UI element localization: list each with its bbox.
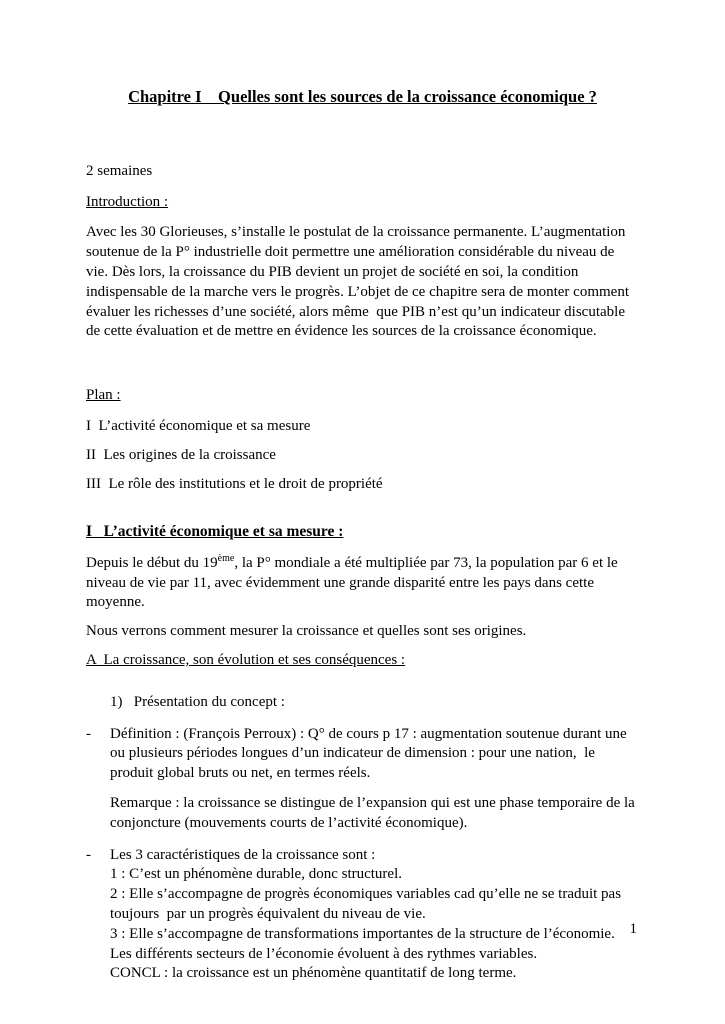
characteristic-line-conclusion: CONCL : la croissance est un phénomène quantitatif de long terme.	[110, 965, 517, 982]
growth-stats-before-sup: Depuis le début du 19	[86, 554, 218, 571]
remark-paragraph: Remarque : la croissance se distingue de l’expansion qui est une phase temporaire de la conjoncture (mouvements courts de l’activité économique).	[110, 794, 639, 831]
section-1-heading	[86, 522, 639, 542]
characteristics-intro: Les 3 caractéristiques de la croissance sont :	[110, 846, 376, 863]
characteristics-bullet	[86, 846, 639, 985]
plan-heading	[86, 386, 639, 406]
growth-stats-paragraph	[86, 554, 639, 613]
introduction-heading	[86, 193, 639, 213]
definition-bullet	[86, 725, 639, 784]
section-1-heading-text: I L’activité économique et sa mesure :	[86, 523, 344, 541]
characteristic-line-2: 2 : Elle s’accompagne de progrès économiques variables cad qu’elle ne se traduit pas toujours par un progrès équivalent du niveau de vie.	[110, 886, 625, 922]
characteristic-line-1: 1 : C’est un phénomène durable, donc structurel.	[110, 866, 403, 883]
bullet-dash: -	[86, 846, 91, 863]
plan-item-2: II Les origines de la croissance	[86, 446, 276, 463]
plan-heading-text: Plan :	[86, 387, 121, 404]
duration-text: 2 semaines	[86, 162, 153, 179]
ordinal-superscript: ème	[217, 552, 235, 564]
definition-text: Définition : (François Perroux) : Q° de cours p 17 : augmentation soutenue durant une ou plusieurs périodes longues d’un indicateur de dimension : pour une nation, le produit global bruts ou net, en termes réels.	[110, 725, 631, 782]
document-title-text: Chapitre I Quelles sont les sources de la croissance économique ?	[128, 87, 597, 106]
introduction-paragraph: Avec les 30 Glorieuses, s’installe le postulat de la croissance permanente. L’augmentation soutenue de la P° industrielle doit permettre une amélioration considérable du niveau de vie. Dès lors, la croissance du PIB devient un projet de société en soi, la condition indispensable de la marche vers le progrès. L’objet de ce chapitre sera de monter comment évaluer les richesses d’une société, alors même que PIB n’est qu’un indicateur discutable de cette évaluation et de mettre en évidence les sources de la croissance économique.	[86, 224, 633, 340]
point-1-heading: 1) Présentation du concept :	[110, 693, 285, 710]
plan-item-3: III Le rôle des institutions et le droit de propriété	[86, 475, 383, 492]
bullet-dash: -	[86, 725, 91, 742]
page-number: 1	[629, 921, 637, 938]
subsection-a-heading	[86, 651, 639, 671]
overview-paragraph: Nous verrons comment mesurer la croissance et quelles sont ses origines.	[86, 623, 527, 640]
document-title	[86, 86, 639, 108]
characteristic-line-3: 3 : Elle s’accompagne de transformations importantes de la structure de l’économie. Les différents secteurs de l’économie évoluent à des rythmes variables.	[110, 925, 619, 962]
subsection-a-heading-text: A La croissance, son évolution et ses conséquences :	[86, 651, 406, 668]
characteristics-body	[110, 846, 639, 985]
growth-stats-after-sup: , la P° mondiale a été multipliée par 73, la population par 6 et le niveau de vie par 11, avec évidemment une grande disparité entre les pays dans cette moyenne.	[86, 554, 622, 611]
introduction-heading-text: Introduction :	[86, 193, 169, 210]
plan-item-1: I L’activité économique et sa mesure	[86, 417, 311, 434]
